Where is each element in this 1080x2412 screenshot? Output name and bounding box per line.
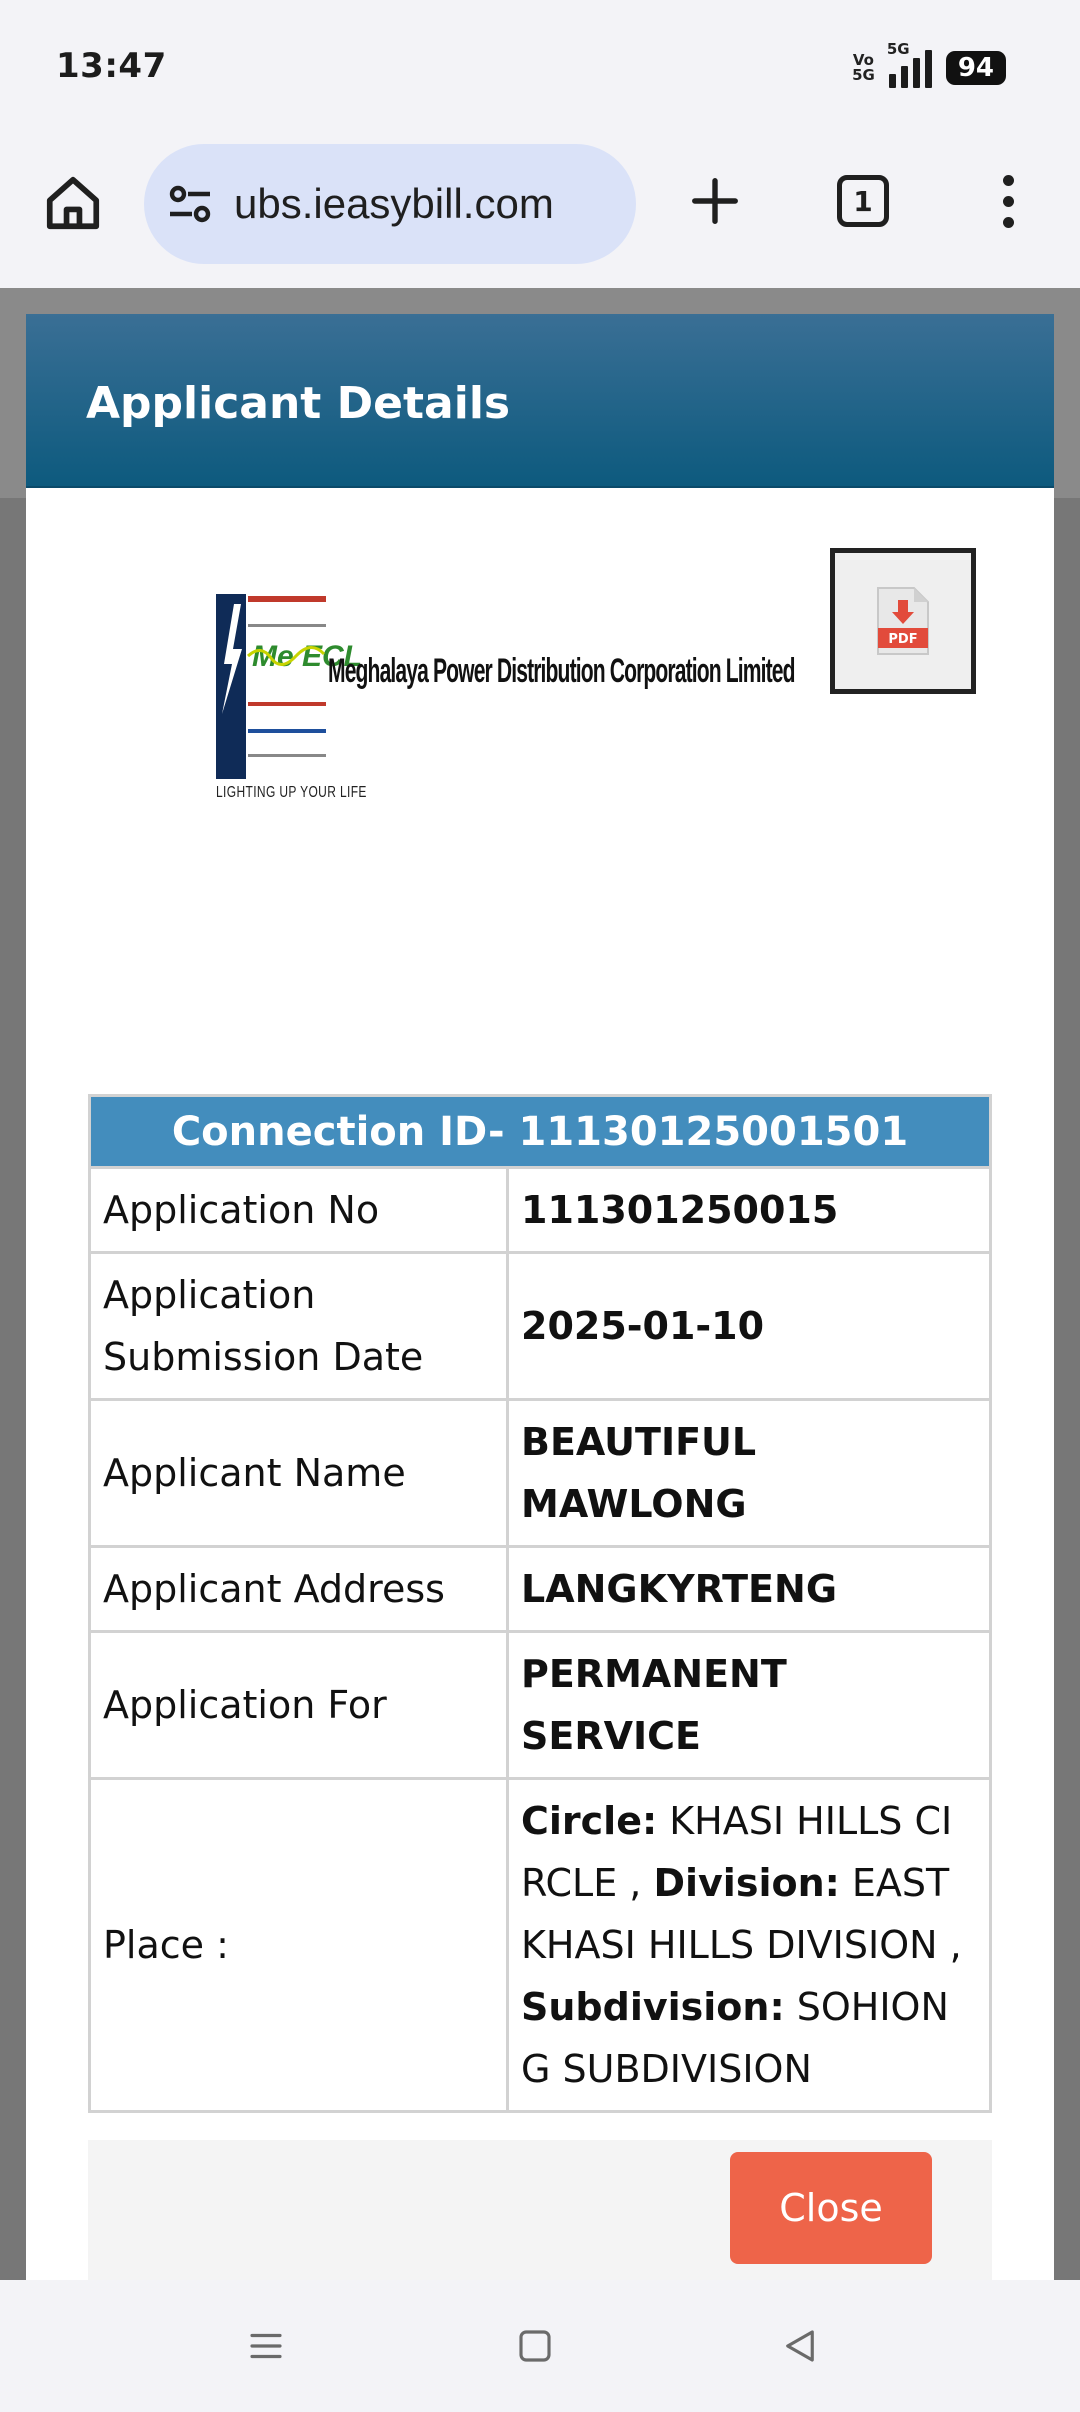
- modal-title: Applicant Details: [86, 378, 511, 429]
- table-row: [90, 1632, 991, 1779]
- logo-tagline: LIGHTING UP YOUR LIFE: [216, 784, 367, 801]
- more-dot: [1003, 217, 1014, 228]
- home-nav-icon[interactable]: [505, 2316, 565, 2376]
- submission-date-value: 2025-01-10: [508, 1253, 991, 1400]
- connection-id-header: Connection ID- 11130125001501: [90, 1096, 991, 1168]
- logo-brand: Me ECL: [252, 640, 363, 673]
- circle-label: Circle:: [521, 1799, 658, 1843]
- row-label: Application For: [90, 1632, 508, 1779]
- more-dot: [1003, 196, 1014, 207]
- table-row: [90, 1253, 991, 1400]
- place-label: Place :: [90, 1779, 508, 2112]
- pdf-icon: [874, 586, 932, 656]
- status-time: 13:47: [56, 46, 167, 86]
- signal-bar-4: [925, 50, 932, 88]
- more-dot: [1003, 175, 1014, 186]
- signal-bar-3: [913, 58, 920, 88]
- signal-bar-1: [889, 74, 896, 88]
- application-no-value: 111301250015: [508, 1168, 991, 1253]
- company-logo: [216, 594, 795, 814]
- system-nav-bar: [0, 2280, 1080, 2412]
- division-label: Division:: [653, 1861, 840, 1905]
- status-indicators: [852, 40, 1006, 88]
- signal-bar-2: [901, 66, 908, 88]
- row-label: Application No: [90, 1168, 508, 1253]
- division-value: EAST KHASI HILLS DIVISION ,: [521, 1861, 962, 1967]
- recent-apps-icon[interactable]: [236, 2316, 296, 2376]
- row-label: Application Submission Date: [90, 1253, 508, 1400]
- circle-value: KHASI HILLS CIRCLE ,: [521, 1799, 953, 1905]
- logo-company-name: Meghalaya Power Distribution Corporation Limited: [328, 652, 795, 690]
- back-icon[interactable]: [770, 2316, 830, 2376]
- table-row: [90, 1779, 991, 2112]
- more-icon[interactable]: [978, 166, 1038, 236]
- row-label: Applicant Address: [90, 1547, 508, 1632]
- volte-top: Vo: [852, 51, 874, 69]
- place-value: [508, 1779, 991, 2112]
- plus-icon[interactable]: [680, 166, 750, 236]
- pdf-label: PDF: [888, 632, 918, 647]
- browser-toolbar: [0, 136, 1080, 288]
- applicant-name-value: BEAUTIFUL MAWLONG: [508, 1400, 991, 1547]
- close-button[interactable]: Close: [730, 2152, 932, 2264]
- modal-header: [26, 314, 1054, 488]
- modal-footer: [88, 2140, 992, 2290]
- site-settings-icon[interactable]: [166, 184, 214, 224]
- meecl-logo-icon: [216, 594, 363, 779]
- pdf-download-button[interactable]: [830, 548, 976, 694]
- row-label: Applicant Name: [90, 1400, 508, 1547]
- home-icon[interactable]: [38, 168, 108, 238]
- applicant-details-table: [88, 1094, 992, 2113]
- signal-icon: [886, 40, 932, 88]
- status-bar: [0, 0, 1080, 136]
- volte-bottom: 5G: [852, 66, 875, 84]
- network-type: 5G: [886, 40, 910, 58]
- applicant-address-value: LANGKYRTENG: [508, 1547, 991, 1632]
- tab-count: 1: [837, 175, 889, 227]
- application-for-value: PERMANENT SERVICE: [508, 1632, 991, 1779]
- tabs-icon[interactable]: [828, 166, 898, 236]
- battery-icon: 94: [946, 51, 1006, 85]
- table-row: [90, 1168, 991, 1253]
- subdivision-value: SOHIONG SUBDIVISION: [521, 1985, 949, 2091]
- volte-icon: [852, 53, 875, 83]
- address-bar[interactable]: [144, 144, 636, 264]
- url-text[interactable]: ubs.ieasybill.com: [234, 180, 554, 227]
- table-row: [90, 1547, 991, 1632]
- table-row: [90, 1400, 991, 1547]
- subdivision-label: Subdivision:: [521, 1985, 785, 2029]
- table-header-row: [90, 1096, 991, 1168]
- applicant-details-modal: [26, 314, 1054, 2280]
